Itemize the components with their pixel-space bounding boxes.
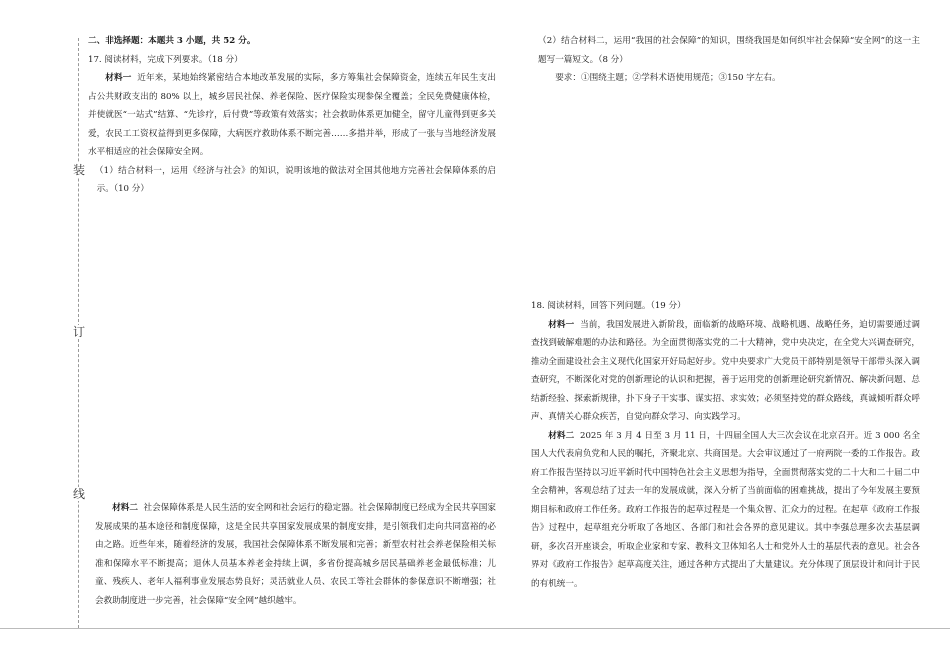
q17-material1-label: 材料一: [105, 73, 132, 83]
q17-material1: [88, 69, 496, 162]
q17-requirement: 要求：①围绕主题；②学科术语使用规范；③150 字左右。: [555, 73, 781, 83]
right-column-top: [538, 32, 920, 88]
left-column-top: [88, 32, 496, 199]
q17-stem: 17. 阅读材料，完成下列要求。（18 分）: [88, 54, 243, 65]
q18-material2-text: 2025 年 3 月 4 日至 3 月 11 日，十四届全国人大三次会议在北京召开。近 3 000 名全国人大代表肩负党和人民的嘱托，齐聚北京、共商国是。大会审议通过了一府两院一委的工作报告。政府工作报告坚持以习近平新时代中国特色社会主义思想为指导，全面贯彻落实党的二十大和二十届二中全会精神，客观总结了过去一年的发展成就，深入分析了当前面临的困难挑战，提出了今年发展主要预期目标和政府工作任务。政府工作报告的起草过程是一个集众智、汇众力的过程。在起草《政府工作报告》过程中，起草组充分听取了各地区、各部门和社会各界的意见建议。其中李强总理多次去基层调研，多次召开座谈会，听取企业家和专家、教科文卫体知名人士和党外人士的基层代表的意见。社会各界对《政府工作报告》起草高度关注，通过各种方式提出了大量建议。充分体现了顶层设计和问计于民的有机统一。: [531, 430, 920, 589]
q17-material2: [95, 499, 496, 610]
footer-line: [0, 628, 950, 629]
section-header: 二、非选择题：本题共 3 小题，共 52 分。: [88, 36, 256, 46]
q17-material2-label: 材料二: [112, 503, 138, 513]
q18-material2-label: 材料二: [548, 430, 575, 441]
binding-char-zhuang: 装: [72, 163, 85, 177]
q17-material1-text: 近年来，某地始终紧密结合本地改革发展的实际，多方筹集社会保障资金，连续五年民生支出占公共财政支出的 80% 以上，城乡居民社保、养老保险、医疗保险实现参保全覆盖；全民免费健康体检，并使就医“一站式”结算、“先诊疗，后付费”等政策有效落实；社会救助体系更加健全，留守儿童得到更多关爱，农民工工资权益得到更多保障，大病医疗救助体系不断完善……多措并举，形成了一张与当地经济发展水平相适应的社会保障安全网。: [88, 73, 496, 157]
q17-material2-text: 社会保障体系是人民生活的安全网和社会运行的稳定器。社会保障制度已经成为全民共享国家发展成果的基本途径和制度保障，这是全民共享国家发展成果的制度安排，是引领我们走向共同富裕的必由之路。近些年来，随着经济的发展，我国社会保障体系不断发展和完善；新型农村社会养老保险相关标准和保障水平不断提高；退休人员基本养老金持续上调，多省份提高城乡居民基础养老金最低标准；儿童、残疾人、老年人福利事业发展态势良好；灵活就业人员、农民工等社会群体的参保意识不断增强；社会救助制度进一步完善，社会保障“安全网”越织越牢。: [95, 503, 496, 606]
q18-stem: 18. 阅读材料，回答下列问题。（19 分）: [531, 301, 686, 311]
q17-sub1: （1）结合材料一，运用《经济与社会》的知识，说明该地的做法对全国其他地方完善社会保障体系的启示。（10 分）: [94, 165, 496, 194]
q18-material1-text: 当前，我国发展进入新阶段，面临新的战略环境、战略机遇、战略任务，迫切需要通过调查找到破解难题的办法和路径。为全面贯彻落实党的二十大精神，党中央决定，在全党大兴调查研究，推动全面建设社会主义现代化国家开好局起好步。党中央要求广大党员干部特别是领导干部带头深入调查研究，不断深化对党的创新理论的认识和把握，善于运用党的创新理论研究新情况、解决新问题、总结新经验、探索新规律，扑下身子干实事、谋实招、求实效；必须坚持党的群众路线，真诚倾听群众呼声、真情关心群众疾苦，自觉向群众学习、向实践学习。: [531, 319, 920, 422]
left-column-bottom: [95, 499, 496, 610]
binding-char-ding: 订: [72, 325, 85, 339]
q18-material2: [531, 427, 920, 594]
binding-char-xian: 线: [72, 487, 85, 501]
q18-material1-label: 材料一: [548, 319, 575, 330]
right-column-bottom: [531, 297, 920, 593]
q18-material1: [531, 316, 920, 427]
q17-sub2: （2）结合材料二，运用“我国的社会保障”的知识，围绕我国是如何织牢社会保障“安全网”的这一主题写一篇短文。（8 分）: [538, 36, 920, 65]
